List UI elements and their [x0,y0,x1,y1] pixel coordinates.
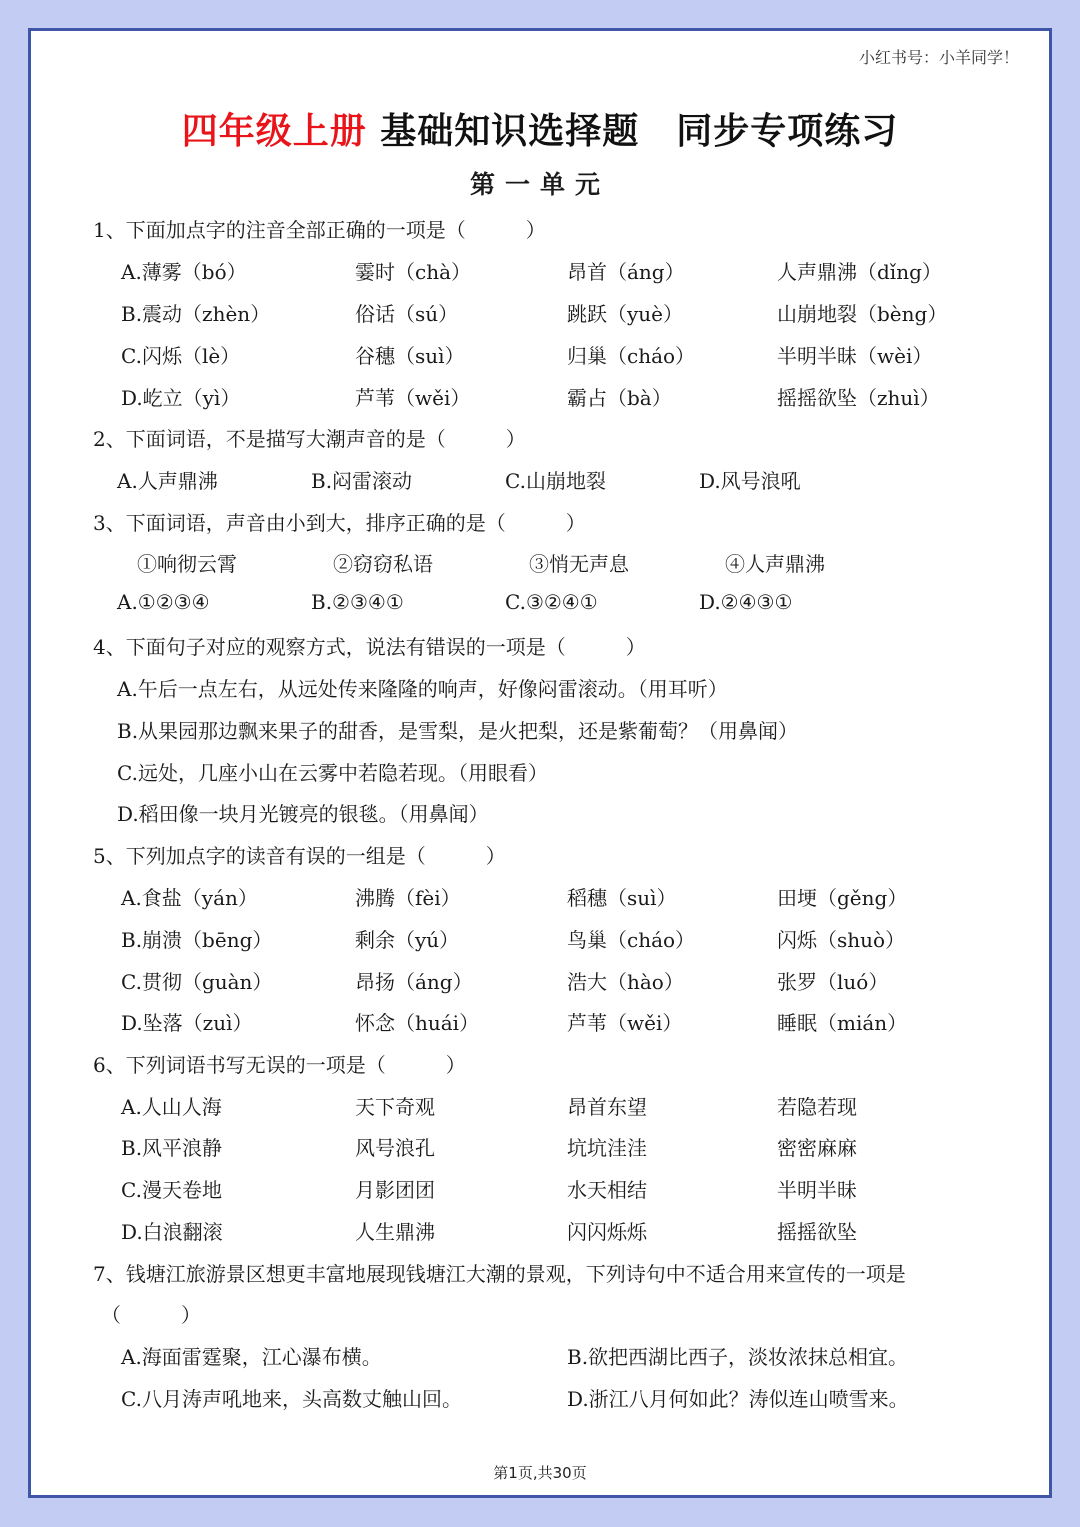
q5-option-a1: A.食盐（yán） [121,886,258,910]
q1-option-a2: 霎时（chà） [355,260,472,284]
q6-option-c2: 月影团团 [355,1178,435,1202]
q5-option-d3: 芦苇（wěi） [567,1011,683,1035]
q3-option-c: C.③②④① [505,590,598,614]
q6-option-b4: 密密麻麻 [777,1136,857,1160]
q7-option-a: A.海面雷霆聚，江心瀑布横。 [121,1345,382,1369]
q1-option-d2: 芦苇（wěi） [355,386,471,410]
q6-option-a3: 昂首东望 [567,1095,647,1119]
q5-option-a2: 沸腾（fèi） [355,886,461,910]
unit-heading: 第一单元 [469,170,610,199]
q3-option-d: D.②④③① [699,590,793,614]
q5-option-a4: 田埂（gěng） [777,886,908,910]
page-title [31,103,1049,154]
q3-item-2: ②窃窃私语 [333,552,433,576]
q5-option-d1: D.坠落（zuì） [121,1011,253,1035]
title-grade: 四年级上册 [181,111,367,152]
q6-option-a4: 若隐若现 [777,1095,857,1119]
q3-option-b: B.②③④① [311,590,404,614]
q1-option-d3: 霸占（bà） [567,386,672,410]
q2-option-a: A.人声鼎沸 [117,469,218,493]
q5-option-b1: B.崩溃（bēng） [121,928,273,952]
q6-option-b3: 坑坑洼洼 [567,1136,647,1160]
q3-item-3: ③悄无声息 [529,552,629,576]
q6-option-c1: C.漫天卷地 [121,1178,222,1202]
q4-option-b: B.从果园那边飘来果子的甜香，是雪梨，是火把梨，还是紫葡萄？（用鼻闻） [117,719,799,743]
q5-option-c1: C.贯彻（guàn） [121,970,273,994]
q5-option-a3: 稻穗（suì） [567,886,677,910]
q6-option-b1: B.风平浪静 [121,1136,223,1160]
q7-option-d: D.浙江八月何如此？涛似连山喷雪来。 [567,1387,909,1411]
question-2-stem: 2、下面词语，不是描写大潮声音的是（ ） [93,427,526,451]
q2-option-c: C.山崩地裂 [505,469,606,493]
question-3-stem: 3、下面词语，声音由小到大，排序正确的是（ ） [93,511,586,535]
q1-option-b1: B.震动（zhèn） [121,302,271,326]
q6-option-b2: 风号浪孔 [355,1136,435,1160]
q5-option-b2: 剩余（yú） [355,928,460,952]
q1-option-d4: 摇摇欲坠（zhuì） [777,386,940,410]
worksheet-page [28,28,1052,1498]
page-number: 第1页,共30页 [493,1464,587,1482]
q1-option-c3: 归巢（cháo） [567,344,696,368]
q6-option-a2: 天下奇观 [355,1095,435,1119]
q2-option-b: B.闷雷滚动 [311,469,413,493]
q1-option-a4: 人声鼎沸（dǐng） [777,260,942,284]
q6-option-d1: D.白浪翻滚 [121,1220,223,1244]
title-subject: 基础知识选择题 同步专项练习 [366,111,899,152]
question-7-answer-blank: （ ） [101,1303,201,1327]
q1-option-a3: 昂首（áng） [567,260,685,284]
q2-option-d: D.风号浪吼 [699,469,801,493]
q5-option-b4: 闪烁（shuò） [777,928,906,952]
question-1-stem: 1、下面加点字的注音全部正确的一项是（ ） [93,218,546,242]
q4-option-c: C.远处，几座小山在云雾中若隐若现。（用眼看） [117,761,548,785]
q3-item-4: ④人声鼎沸 [725,552,825,576]
q6-option-c3: 水天相结 [567,1178,647,1202]
q1-option-c4: 半明半昧（wèi） [777,344,933,368]
q1-option-b4: 山崩地裂（bèng） [777,302,948,326]
q5-option-d4: 睡眠（mián） [777,1011,908,1035]
question-4-stem: 4、下面句子对应的观察方式，说法有错误的一项是（ ） [93,635,646,659]
question-5-stem: 5、下列加点字的读音有误的一组是（ ） [93,844,506,868]
question-7-stem: 7、钱塘江旅游景区想更丰富地展现钱塘江大潮的景观，下列诗句中不适合用来宣传的一项是 [93,1262,906,1286]
q5-option-b3: 鸟巢（cháo） [567,928,696,952]
q4-option-d: D.稻田像一块月光镀亮的银毯。（用鼻闻） [117,802,489,826]
q1-option-b3: 跳跃（yuè） [567,302,684,326]
q5-option-c2: 昂扬（áng） [355,970,473,994]
q7-option-c: C.八月涛声吼地来，头高数丈触山回。 [121,1387,462,1411]
q3-item-1: ①响彻云霄 [137,552,237,576]
q6-option-a1: A.人山人海 [121,1095,222,1119]
q5-option-c4: 张罗（luó） [777,970,889,994]
q5-option-c3: 浩大（hào） [567,970,684,994]
q6-option-c4: 半明半昧 [777,1178,857,1202]
q1-option-d1: D.屹立（yì） [121,386,241,410]
q6-option-d3: 闪闪烁烁 [567,1220,647,1244]
q1-option-c2: 谷穗（suì） [355,344,465,368]
q1-option-a1: A.薄雾（bó） [121,260,247,284]
q3-option-a: A.①②③④ [117,590,210,614]
q4-option-a: A.午后一点左右，从远处传来隆隆的响声，好像闷雷滚动。（用耳听） [117,677,728,701]
q7-option-b: B.欲把西湖比西子，淡妆浓抹总相宜。 [567,1345,909,1369]
q6-option-d4: 摇摇欲坠 [777,1220,857,1244]
watermark: 小红书号：小羊同学！ [858,48,1019,67]
q1-option-c1: C.闪烁（lè） [121,344,241,368]
q6-option-d2: 人生鼎沸 [355,1220,435,1244]
question-6-stem: 6、下列词语书写无误的一项是（ ） [93,1053,466,1077]
q5-option-d2: 怀念（huái） [355,1011,480,1035]
q1-option-b2: 俗话（sú） [355,302,459,326]
